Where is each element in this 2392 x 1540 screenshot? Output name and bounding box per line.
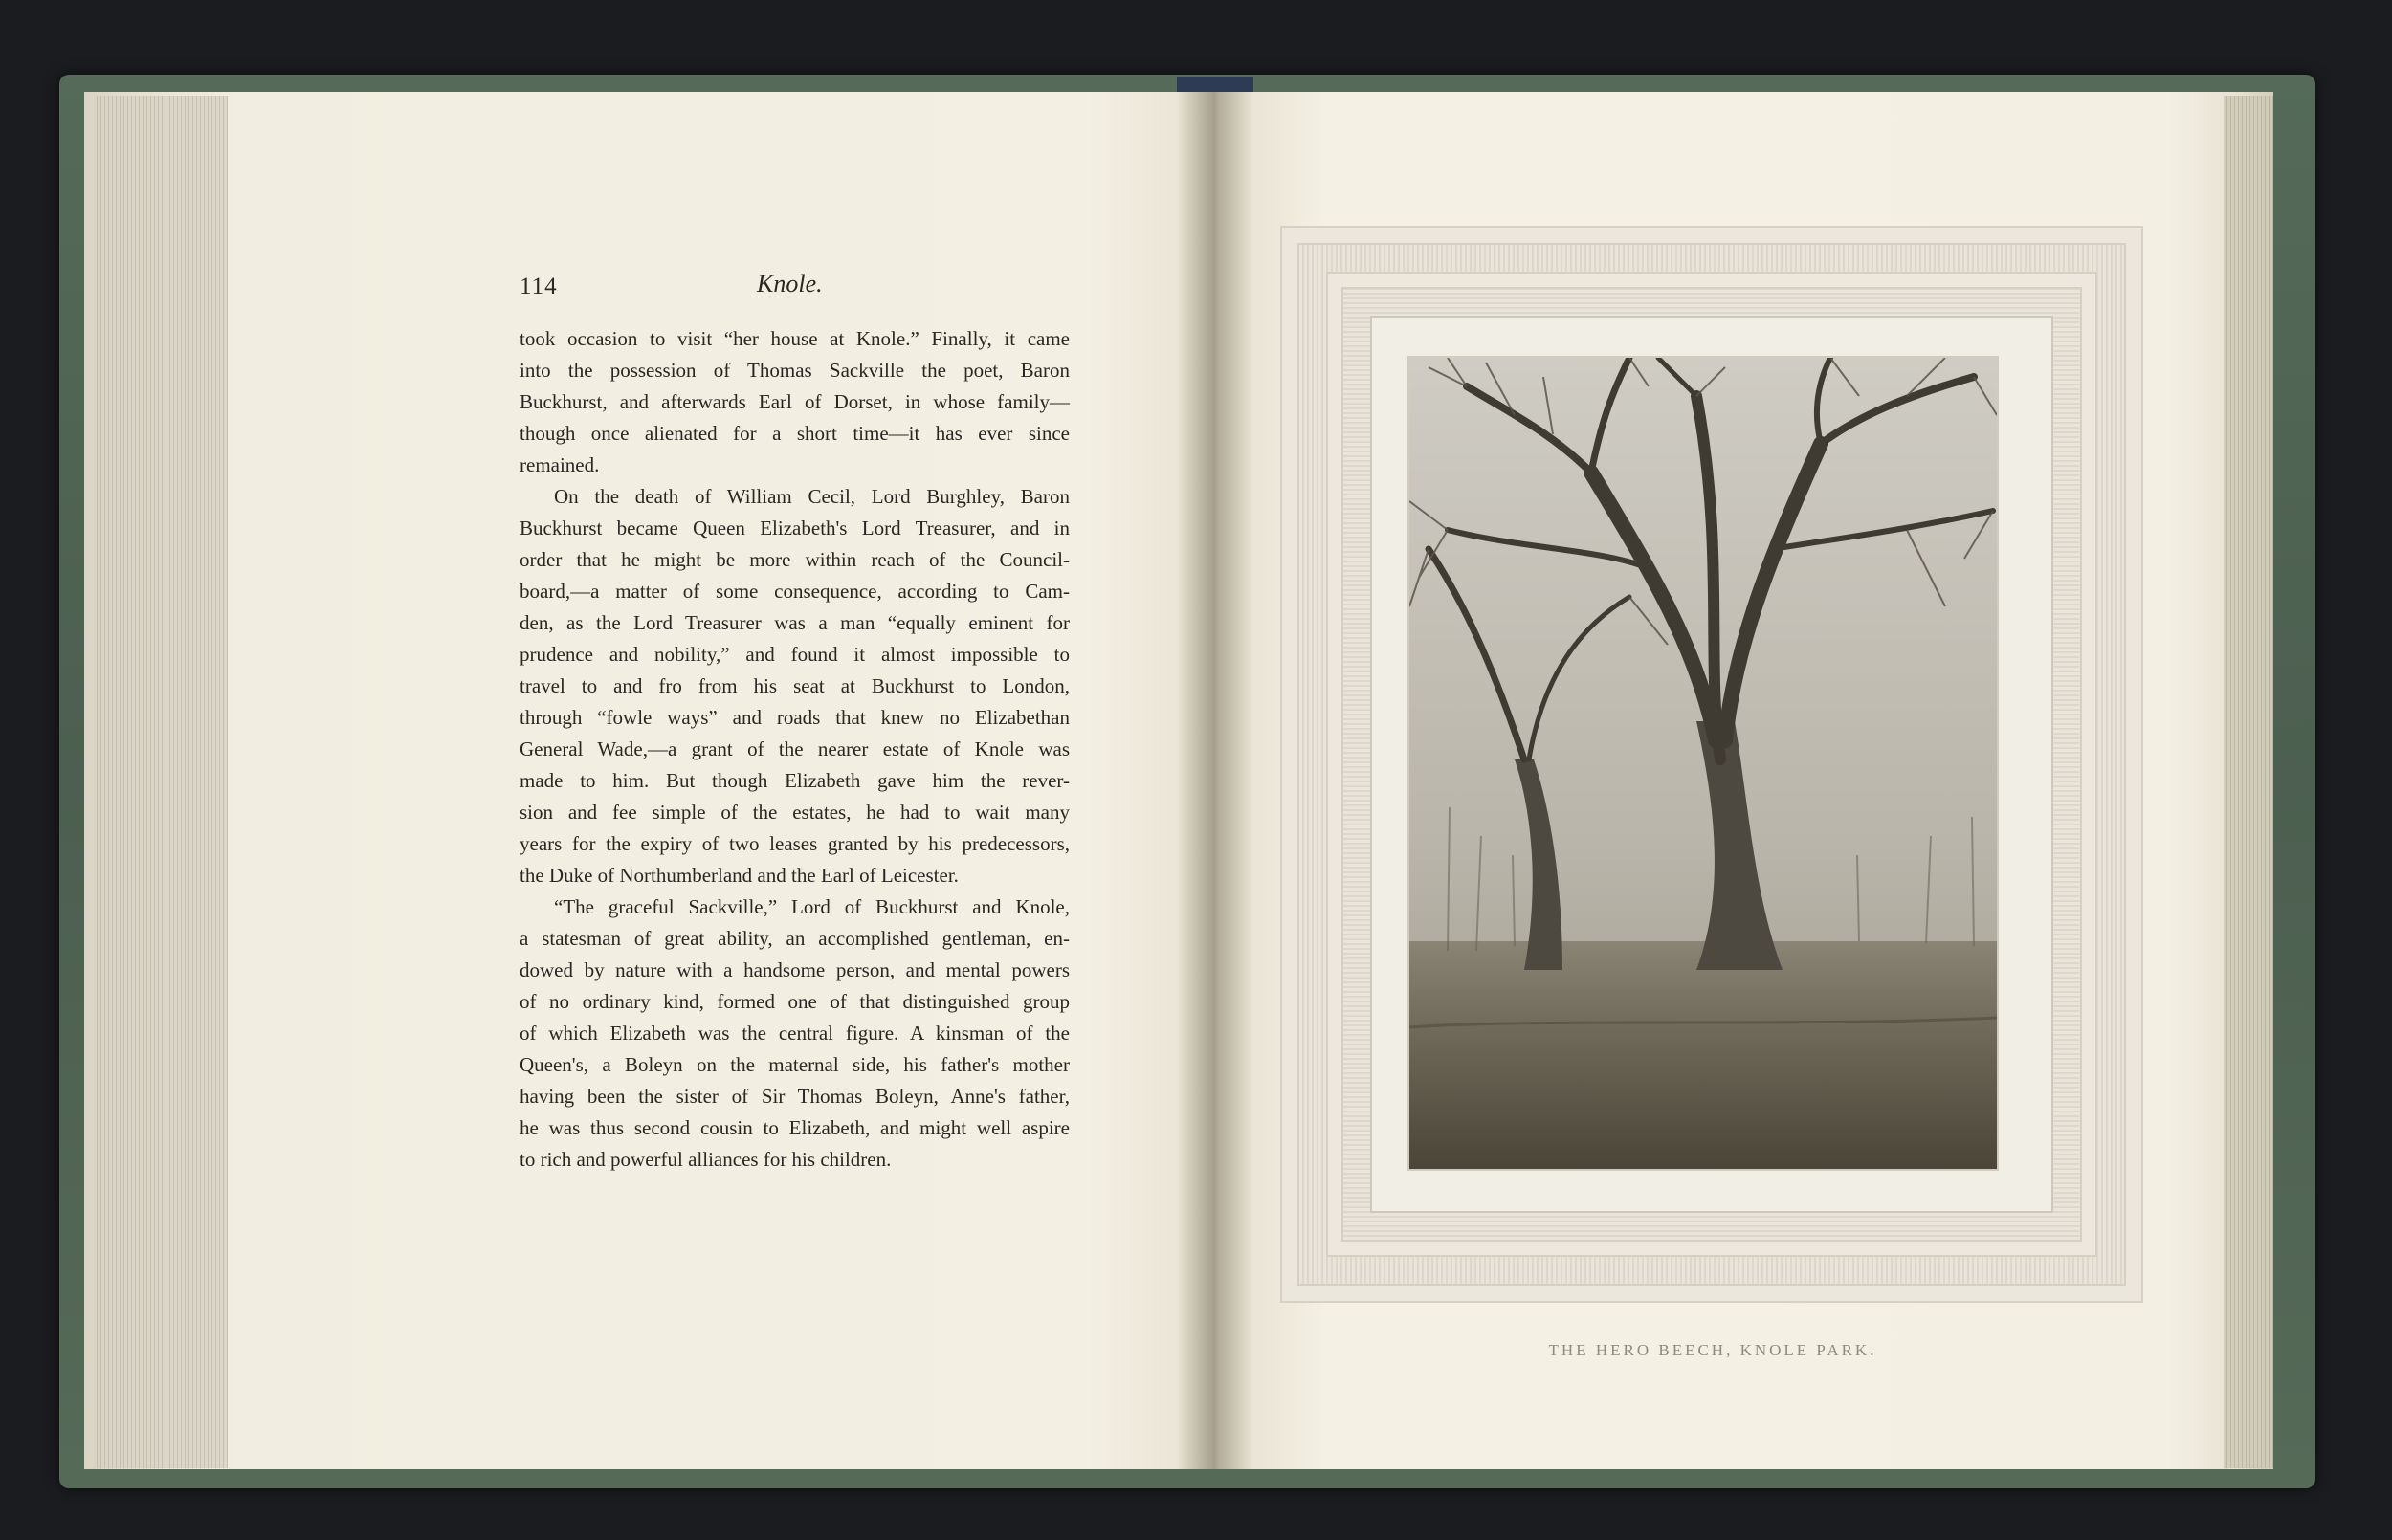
text-line: order that he might be more within reach of the Council- <box>520 548 1070 571</box>
body-text <box>520 323 1070 1176</box>
text-line: of no ordinary kind, formed one of that distinguished group <box>520 990 1070 1013</box>
text-line: travel to and fro from his seat at Buckhurst to London, <box>520 674 1070 697</box>
text-line: took occasion to visit “her house at Knole.” Finally, it came <box>520 327 1070 350</box>
left-page-edges <box>94 96 228 1468</box>
text-line: Buckhurst became Queen Elizabeth's Lord Treasurer, and in <box>520 517 1070 539</box>
text-line: sion and fee simple of the estates, he had to wait many <box>520 801 1070 824</box>
text-line: to rich and powerful alliances for his children. <box>520 1148 892 1171</box>
text-line: Queen's, a Boleyn on the maternal side, his father's mother <box>520 1053 1070 1076</box>
text-line: General Wade,—a grant of the nearer estate of Knole was <box>520 737 1070 760</box>
beech-tree-photograph <box>1409 358 1997 1169</box>
text-line: into the possession of Thomas Sackville the poet, Baron <box>520 359 1070 382</box>
text-line: dowed by nature with a handsome person, and mental powers <box>520 958 1070 981</box>
text-line: remained. <box>520 453 600 476</box>
text-line: having been the sister of Sir Thomas Boleyn, Anne's father, <box>520 1085 1070 1108</box>
text-line: On the death of William Cecil, Lord Burghley, Baron <box>554 485 1070 508</box>
text-line: board,—a matter of some consequence, according to Cam- <box>520 580 1070 603</box>
text-line: prudence and nobility,” and found it almost impossible to <box>520 643 1070 666</box>
plate-caption: THE HERO BEECH, KNOLE PARK. <box>1548 1341 1877 1359</box>
text-line: he was thus second cousin to Elizabeth, and might well aspire <box>520 1116 1070 1139</box>
running-title: Knole. <box>757 270 823 297</box>
text-line: years for the expiry of two leases granted by his predecessors, <box>520 832 1070 855</box>
text-line: made to him. But though Elizabeth gave him the rever- <box>520 769 1070 792</box>
text-line: Buckhurst, and afterwards Earl of Dorset, in whose family— <box>520 390 1070 413</box>
text-line: a statesman of great ability, an accomplished gentleman, en- <box>520 927 1070 950</box>
text-line: den, as the Lord Treasurer was a man “equally eminent for <box>520 611 1070 634</box>
text-line: of which Elizabeth was the central figure. A kinsman of the <box>520 1022 1070 1045</box>
page-number: 114 <box>520 274 558 299</box>
text-line: the Duke of Northumberland and the Earl of Leicester. <box>520 864 959 887</box>
text-line: though once alienated for a short time—it has ever since <box>520 422 1070 445</box>
book-gutter <box>1177 92 1253 1469</box>
running-head <box>520 270 1074 308</box>
right-page-edges <box>2224 96 2273 1468</box>
text-line: “The graceful Sackville,” Lord of Buckhurst and Knole, <box>554 895 1070 918</box>
text-line: through “fowle ways” and roads that knew no Elizabethan <box>520 706 1070 729</box>
